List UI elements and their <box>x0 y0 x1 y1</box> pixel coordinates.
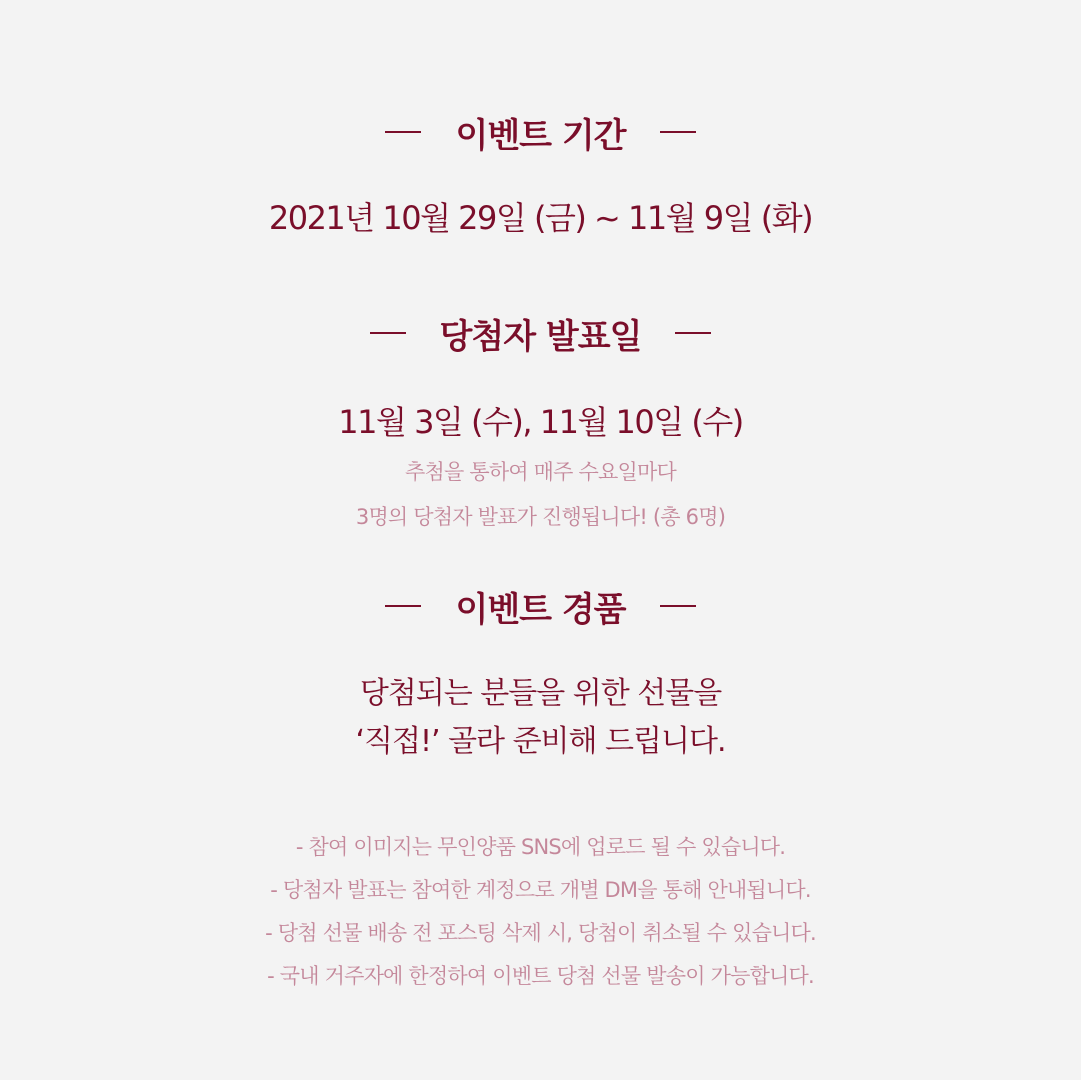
prize-line-1: 당첨되는 분들을 위한 선물을 <box>359 676 722 711</box>
event-period-title: 이벤트 기간 <box>455 115 626 156</box>
heading-dash-left <box>385 605 421 607</box>
prize-heading <box>0 584 1081 628</box>
heading-dash-right <box>675 332 711 334</box>
note-item: - 참여 이미지는 무인양품 SNS에 업로드 될 수 있습니다. <box>295 835 786 859</box>
event-period-dates: 2021년 10월 29일 (금) ~ 11월 9일 (화) <box>268 199 813 237</box>
announcement-heading <box>0 311 1081 355</box>
note-item: - 당첨 선물 배송 전 포스팅 삭제 시, 당첨이 취소될 수 있습니다. <box>265 921 816 945</box>
note-item: - 당첨자 발표는 참여한 계정으로 개별 DM을 통해 안내됩니다. <box>270 878 811 902</box>
heading-dash-left <box>370 332 406 334</box>
prize-line-2: ‘직접!’ 골라 준비해 드립니다. <box>355 724 726 759</box>
announcement-title: 당첨자 발표일 <box>439 316 642 357</box>
heading-dash-right <box>660 131 696 133</box>
note-item: - 국내 거주자에 한정하여 이벤트 당첨 선물 발송이 가능합니다. <box>267 964 814 988</box>
event-period-heading <box>0 110 1081 154</box>
prize-title: 이벤트 경품 <box>455 589 626 630</box>
heading-dash-left <box>385 131 421 133</box>
notes-list <box>0 826 1081 998</box>
heading-dash-right <box>660 605 696 607</box>
announcement-line-2: 3명의 당첨자 발표가 진행됩니다! (총 6명) <box>355 505 726 529</box>
announcement-dates: 11월 3일 (수), 11월 10일 (수) <box>338 403 743 441</box>
announcement-line-1: 추첨을 통하여 매주 수요일마다 <box>405 460 676 484</box>
